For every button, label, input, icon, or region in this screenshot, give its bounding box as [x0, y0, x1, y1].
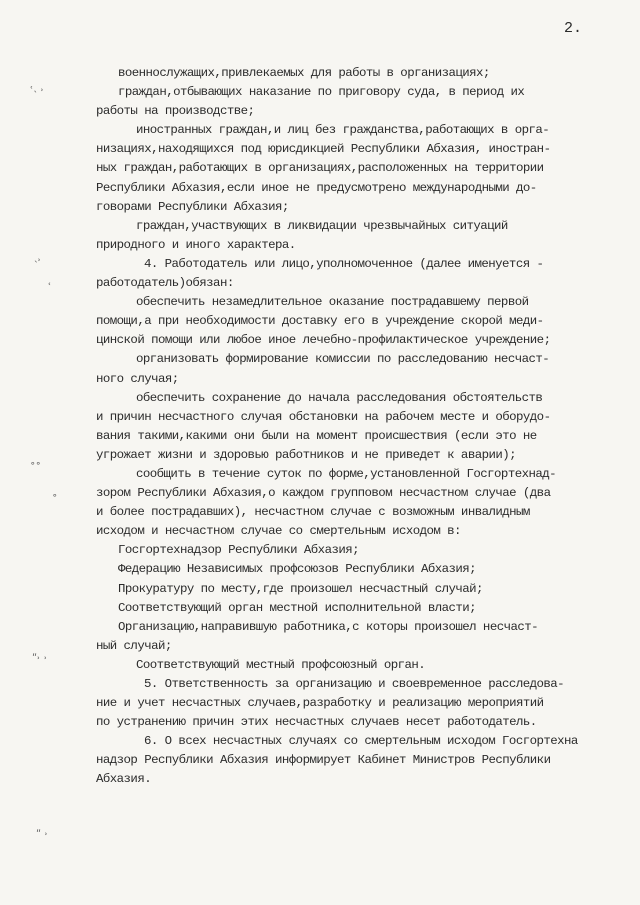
text-line: 5. Ответственность за организацию и своевременное расследова-	[144, 677, 565, 691]
text-line: помощи,а при необходимости доставку его в учреждение скорой меди-	[96, 314, 544, 329]
text-line: природного и иного характера.	[96, 237, 296, 252]
text-line: работодатель)обязан:	[96, 276, 234, 291]
scan-speck: ˳	[52, 484, 58, 497]
text-line: Госгортехнадзор Республики Абхазия;	[118, 543, 359, 558]
text-line: ного случая;	[96, 371, 179, 386]
text-line: ный случай;	[96, 638, 172, 653]
scan-speck: ˴˒	[34, 254, 42, 267]
text-line: цинской помощи или любое иное лечебно-профилактическое учреждение;	[96, 333, 551, 348]
text-line: граждан,отбывающих наказание по приговору суда, в период их	[118, 85, 525, 100]
text-line: и причин несчастного случая обстановки на рабочем месте и оборудо-	[96, 409, 551, 424]
text-line: обеспечить незамедлительное оказание пострадавшему первой	[136, 295, 529, 310]
text-line: по устранению причин этих несчастных случаев несет работодатель.	[96, 715, 537, 730]
text-line: работы на производстве;	[96, 104, 255, 119]
text-line: 6. О всех несчастных случаях со смертельным исходом Госгортехна	[144, 734, 578, 749]
text-line: военнослужащих,привлекаемых для работы в организациях;	[118, 66, 490, 80]
scan-speck: ˳˳	[30, 452, 41, 465]
text-line: организовать формирование комиссии по расследованию несчаст-	[136, 352, 550, 367]
text-line: Соответствующий местный профсоюзный орган.	[136, 657, 426, 672]
scan-speck: ʺ ˒	[36, 828, 48, 841]
scan-speck: ˓	[48, 278, 52, 291]
page-number: 2.	[564, 20, 583, 37]
text-line: угрожает жизни и здоровью работников и не приведет к аварии);	[96, 447, 517, 462]
text-line: исходом и несчастном случае со смертельным исходом в:	[96, 524, 461, 539]
text-line: граждан,участвующих в ликвидации чрезвычайных ситуаций	[136, 218, 508, 233]
text-line: низациях,находящихся под юрисдикцией Республики Абхазия, иностран-	[96, 142, 551, 157]
text-line: ных граждан,работающих в организациях,расположенных на территории	[96, 161, 544, 176]
text-line: Соответствующий орган местной исполнительной власти;	[118, 600, 477, 615]
text-line: Республики Абхазия,если иное не предусмотрено международными до-	[96, 180, 537, 195]
text-line: зором Республики Абхазия,о каждом групповом несчастном случае (два	[96, 486, 551, 501]
text-line: обеспечить сохранение до начала расследования обстоятельств	[136, 390, 543, 405]
text-line: иностранных граждан,и лиц без гражданства,работающих в орга-	[136, 123, 550, 138]
text-line: Прокуратуру по месту,где произошел несчастный случай;	[118, 581, 483, 596]
text-line: Федерацию Независимых профсоюзов Республики Абхазия;	[118, 562, 477, 577]
text-line: вания такими,какими они были на момент происшествия (если это не	[96, 428, 537, 443]
scan-speck: ʿ˴ ˒	[30, 84, 44, 97]
text-line: сообщить в течение суток по форме,установленной Госгортехнад-	[136, 466, 557, 481]
text-line: и более пострадавших), несчастном случае с возможным инвалидным	[96, 505, 530, 520]
scan-speck: ʺ˒ ˒	[32, 652, 48, 665]
document-body	[96, 64, 636, 790]
text-line: Организацию,направившую работника,с которы произошел несчаст-	[118, 619, 539, 634]
text-line: 4. Работодатель или лицо,уполномоченное (далее именуется -	[144, 256, 544, 271]
text-line: Абхазия.	[96, 772, 152, 787]
text-line: говорами Республики Абхазия;	[96, 199, 289, 214]
text-line: надзор Республики Абхазия информирует Кабинет Министров Республики	[96, 753, 551, 768]
text-line: ние и учет несчастных случаев,разработку и реализацию мероприятий	[96, 696, 544, 711]
